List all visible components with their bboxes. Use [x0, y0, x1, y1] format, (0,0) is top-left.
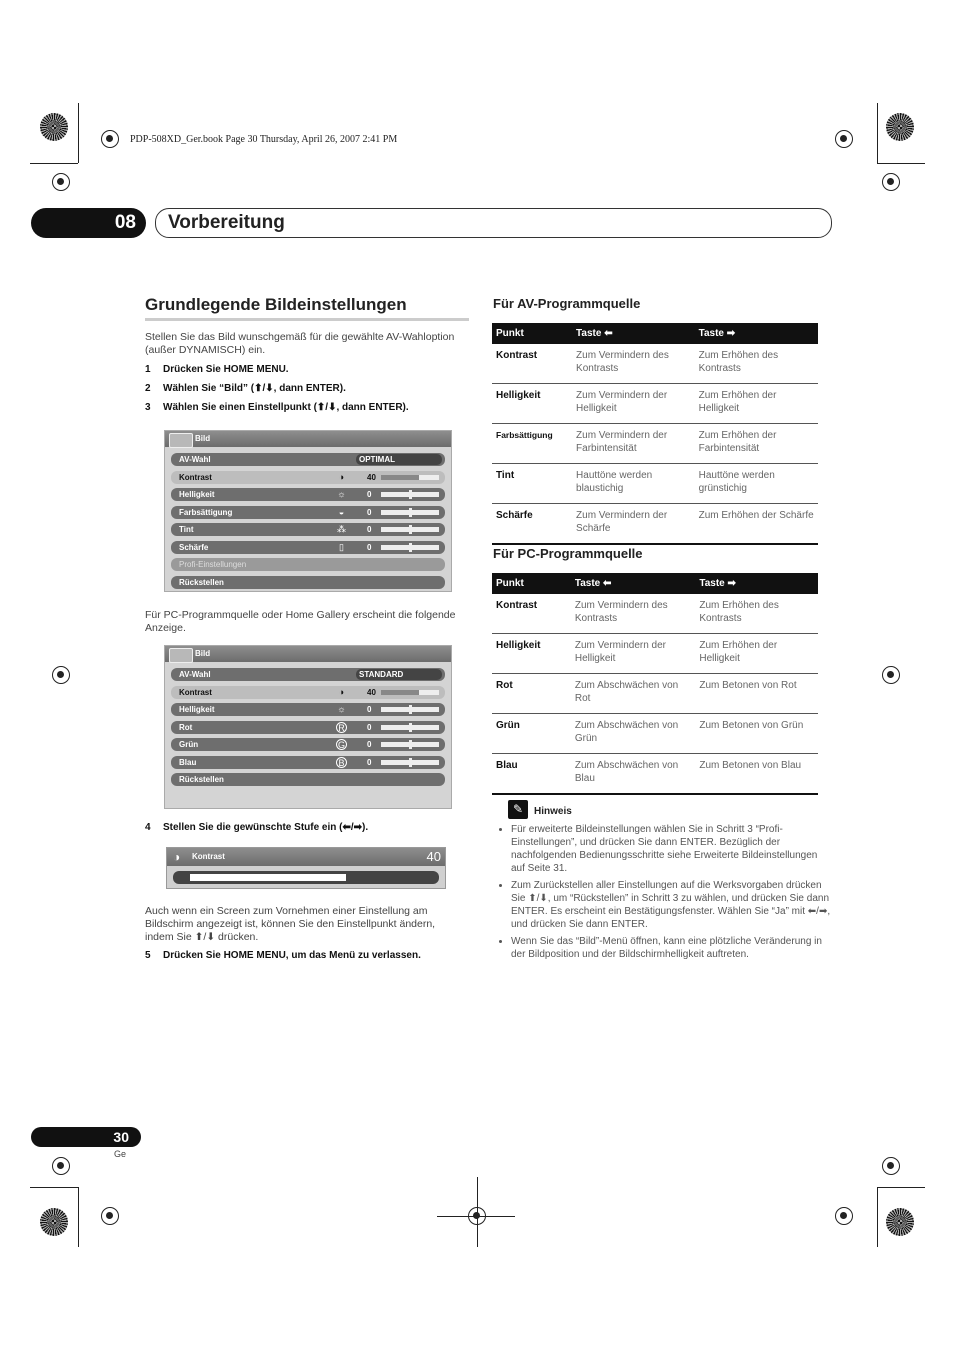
- table-row: [492, 504, 818, 545]
- osd-adjust-fill: [190, 874, 346, 881]
- table-cell: Kontrast: [492, 344, 572, 384]
- table-row: [492, 384, 818, 424]
- osd-row[interactable]: [171, 703, 445, 716]
- table-cell: Zum Erhöhen des Kontrasts: [695, 344, 818, 384]
- osd-row[interactable]: [171, 541, 445, 554]
- osd-adjust-label: Kontrast: [192, 852, 225, 861]
- osd-adjust-header: [167, 848, 445, 866]
- hinweis-item: • Zum Zurückstellen aller Einstellungen auf die Werksvorgaben drücken Sie ⬆/⬇, um “Rückstellen” in Schritt 3 zu wählen, und drücken Sie dann ENTER. Es erscheint ein Bestätigungsfenster. Wählen Sie “Ja” mit ⬅/➡, und drücken Sie dann ENTER.: [511, 879, 832, 931]
- sharpness-icon: ▯: [339, 541, 344, 552]
- osd-row[interactable]: [171, 523, 445, 536]
- table-row: [492, 714, 818, 754]
- table-cell: Zum Erhöhen der Helligkeit: [695, 384, 818, 424]
- osd-row-knob: [409, 490, 412, 499]
- table-cell: Zum Erhöhen des Kontrasts: [695, 594, 818, 634]
- green-icon: G: [337, 740, 345, 750]
- hinweis-title: Hinweis: [534, 806, 572, 817]
- table-row: [492, 594, 818, 634]
- table-header: Taste ➡: [695, 573, 818, 594]
- osd-row-value: 0: [367, 525, 372, 534]
- osd-row-label: Kontrast: [179, 687, 212, 697]
- osd-row-label: Blau: [179, 757, 197, 767]
- osd-row-label: Grün: [179, 740, 199, 749]
- osd-row-value: 0: [367, 722, 372, 732]
- osd-row-label: Helligkeit: [179, 490, 215, 499]
- osd-adjust-track[interactable]: [173, 871, 439, 884]
- table-cell: Zum Betonen von Blau: [695, 754, 818, 795]
- step-2: 2 Wählen Sie “Bild” (⬆/⬇, dann ENTER).: [145, 383, 346, 394]
- pc-settings-table: [492, 573, 818, 795]
- osd-row-knob: [409, 508, 412, 517]
- osd-row-value: 40: [367, 687, 376, 697]
- section-rule: [145, 318, 469, 321]
- pencil-icon: ✎: [508, 800, 528, 819]
- chapter-bar: [31, 208, 818, 238]
- osd-row[interactable]: [171, 576, 445, 589]
- brightness-icon: ☼: [337, 489, 346, 499]
- osd-row-label: Rückstellen: [179, 775, 224, 784]
- osd-row-bar: [381, 475, 439, 480]
- table-cell: Zum Betonen von Rot: [695, 674, 818, 714]
- contrast-icon: ◑: [338, 471, 345, 482]
- osd-row-bar-fill: [381, 475, 419, 480]
- osd-bild-menu-av: [164, 430, 452, 592]
- hinweis-item: • Wenn Sie das “Bild”-Menü öffnen, kann eine plötzliche Veränderung in der Bildposition und der Bildschirmhelligkeit auftreten.: [511, 935, 832, 961]
- tint-icon: ⁂: [337, 524, 346, 534]
- pc-table-title: Für PC-Programmquelle: [493, 546, 643, 561]
- av-settings-table: [492, 323, 818, 545]
- table-cell: Zum Abschwächen von Grün: [571, 714, 695, 754]
- table-cell: Zum Erhöhen der Farbintensität: [695, 424, 818, 464]
- section-title: Grundlegende Bildeinstellungen: [145, 295, 407, 314]
- step-1: 1 Drücken Sie HOME MENU.: [145, 364, 289, 375]
- osd-row-label: Rückstellen: [179, 577, 224, 587]
- osd-row[interactable]: [171, 453, 445, 466]
- osd-row[interactable]: [171, 471, 445, 484]
- osd-title-bar: Bild: [165, 646, 451, 662]
- table-cell: Zum Abschwächen von Blau: [571, 754, 695, 795]
- step-4: 4 Stellen Sie die gewünschte Stufe ein (⬅/➡).: [145, 822, 369, 833]
- osd-row[interactable]: [171, 721, 445, 734]
- table-row: [492, 424, 818, 464]
- av-table-title: Für AV-Programmquelle: [493, 296, 641, 311]
- osd-row-label: AV-Wahl: [179, 455, 211, 464]
- osd-row[interactable]: [171, 488, 445, 501]
- table-cell: Zum Vermindern des Kontrasts: [572, 344, 695, 384]
- table-row: [492, 674, 818, 714]
- table-cell: Zum Erhöhen der Helligkeit: [695, 634, 818, 674]
- step-3: 3 Wählen Sie einen Einstellpunkt (⬆/⬇, dann ENTER).: [145, 402, 409, 413]
- osd-row-knob: [409, 740, 412, 749]
- table-cell: Zum Vermindern der Helligkeit: [571, 634, 695, 674]
- osd-row[interactable]: [171, 558, 445, 571]
- contrast-icon: ◑: [338, 686, 345, 697]
- table-cell: Blau: [492, 754, 571, 795]
- blue-icon: B: [336, 757, 347, 768]
- page-number: 30: [31, 1127, 141, 1147]
- contrast-icon: ◑: [173, 850, 181, 864]
- osd-value-text: STANDARD: [359, 670, 404, 679]
- table-row: [492, 344, 818, 384]
- picture-menu-icon: [169, 648, 193, 663]
- osd-row-value: 0: [367, 490, 372, 499]
- table-cell: Grün: [492, 714, 571, 754]
- osd-row-label: AV-Wahl: [179, 670, 211, 679]
- table-cell: Helligkeit: [492, 634, 571, 674]
- table-cell: Farbsättigung: [492, 424, 572, 464]
- table-cell: Zum Erhöhen der Schärfe: [695, 504, 818, 545]
- osd-row-bar-fill: [381, 690, 419, 695]
- table-row: [492, 634, 818, 674]
- color-icon: ◒: [338, 506, 345, 517]
- osd-row-bar: [381, 690, 439, 695]
- chapter-number: 08: [31, 208, 146, 238]
- osd-row[interactable]: [171, 773, 445, 786]
- table-row: [492, 464, 818, 504]
- osd-row-value: 0: [367, 705, 372, 714]
- osd-row-label: Schärfe: [179, 542, 209, 552]
- step-5: 5 Drücken Sie HOME MENU, um das Menü zu verlassen.: [145, 950, 421, 961]
- table-row: [492, 754, 818, 795]
- table-header: Punkt: [492, 323, 572, 344]
- table-cell: Rot: [492, 674, 571, 714]
- osd-row-value: 0: [367, 542, 372, 552]
- pc-note-text: Für PC-Programmquelle oder Home Gallery erscheint die folgende Anzeige.: [145, 609, 456, 634]
- table-cell: Zum Vermindern der Helligkeit: [572, 384, 695, 424]
- osd-row-label: Profi-Einstellungen: [179, 560, 247, 569]
- table-header: Punkt: [492, 573, 571, 594]
- table-header: Taste ⬅: [571, 573, 695, 594]
- intro-text: Stellen Sie das Bild wunschgemäß für die gewählte AV-Wahloption (außer DYNAMISCH) ein.: [145, 331, 455, 356]
- table-cell: Tint: [492, 464, 572, 504]
- osd-row-value: 0: [367, 507, 372, 517]
- osd-row-knob: [409, 723, 412, 732]
- table-cell: Zum Vermindern der Farbintensität: [572, 424, 695, 464]
- note-paragraph: Auch wenn ein Screen zum Vornehmen einer Einstellung am Bildschirm angezeigt ist, können Sie den Einstellpunkt ändern, indem Sie ⬆/⬇ drücken.: [145, 905, 436, 943]
- table-cell: Kontrast: [492, 594, 571, 634]
- table-header-row: [492, 573, 818, 594]
- table-cell: Hauttöne werden blaustichig: [572, 464, 695, 504]
- osd-row-knob: [409, 543, 412, 552]
- osd-row-label: Tint: [179, 525, 194, 534]
- table-cell: Helligkeit: [492, 384, 572, 424]
- chapter-title: Vorbereitung: [155, 208, 832, 238]
- osd-row-label: Rot: [179, 722, 193, 732]
- osd-row[interactable]: [171, 506, 445, 519]
- osd-row[interactable]: [171, 668, 445, 681]
- picture-menu-icon: [169, 433, 193, 448]
- red-icon: R: [336, 722, 347, 733]
- brightness-icon: ☼: [337, 704, 346, 714]
- print-header: PDP-508XD_Ger.book Page 30 Thursday, April 26, 2007 2:41 PM: [130, 134, 398, 145]
- hinweis-list: [497, 823, 832, 965]
- language-code: Ge: [114, 1149, 127, 1159]
- table-header: Taste ➡: [695, 323, 818, 344]
- osd-row[interactable]: [171, 738, 445, 751]
- osd-row-label: Helligkeit: [179, 705, 215, 714]
- osd-row[interactable]: [171, 756, 445, 769]
- osd-kontrast-adjust: [166, 847, 446, 889]
- table-cell: Schärfe: [492, 504, 572, 545]
- osd-row-value: 40: [367, 472, 376, 482]
- table-cell: Zum Abschwächen von Rot: [571, 674, 695, 714]
- osd-row-value: 0: [367, 757, 372, 767]
- osd-row-knob: [409, 705, 412, 714]
- osd-adjust-value: 40: [426, 849, 441, 864]
- table-header-row: [492, 323, 818, 344]
- osd-row-label: Farbsättigung: [179, 507, 233, 517]
- osd-row-knob: [409, 758, 412, 767]
- osd-bild-menu-pc: [164, 645, 452, 809]
- table-header: Taste ⬅: [572, 323, 695, 344]
- table-cell: Zum Betonen von Grün: [695, 714, 818, 754]
- osd-value-text: OPTIMAL: [359, 455, 395, 464]
- table-cell: Hauttöne werden grünstichig: [695, 464, 818, 504]
- osd-row[interactable]: [171, 686, 445, 699]
- table-cell: Zum Vermindern der Schärfe: [572, 504, 695, 545]
- hinweis-item: • Für erweiterte Bildeinstellungen wählen Sie in Schritt 3 “Profi-Einstellungen”, und drücken Sie dann ENTER. Bezüglich der nachfolgenden Bedienungsschritte siehe Erweiterte Bildeinstellungen auf Seite 31.: [511, 823, 832, 875]
- table-cell: Zum Vermindern des Kontrasts: [571, 594, 695, 634]
- osd-row-value: 0: [367, 740, 372, 749]
- osd-row-label: Kontrast: [179, 472, 212, 482]
- osd-row-knob: [409, 525, 412, 534]
- osd-title-bar: Bild: [165, 431, 451, 447]
